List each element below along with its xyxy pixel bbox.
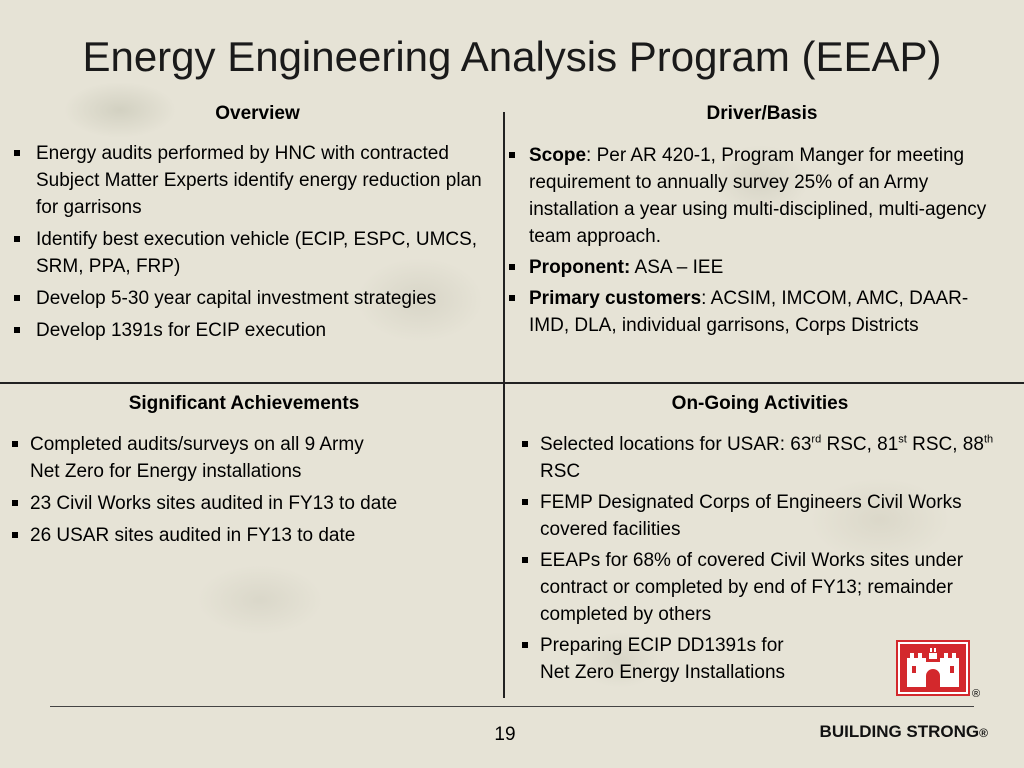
list-item: FEMP Designated Corps of Engineers Civil Works covered facilities xyxy=(520,489,1010,543)
driver-heading: Driver/Basis xyxy=(706,103,818,124)
driver-list xyxy=(508,142,1008,343)
achievement-line2: Net Zero for Energy installations xyxy=(30,461,302,482)
brand-tagline xyxy=(820,722,988,742)
list-item: EEAPs for 68% of covered Civil Works sites under contract or completed by end of FY13; remainder completed by others xyxy=(520,547,1010,628)
scope-label: Scope xyxy=(529,145,587,166)
list-item: Develop 5-30 year capital investment strategies xyxy=(14,285,494,312)
page-number: 19 xyxy=(494,724,516,745)
list-item xyxy=(520,431,1010,485)
list-item: 26 USAR sites audited in FY13 to date xyxy=(10,522,500,549)
brand-text: BUILDING STRONG xyxy=(819,722,980,741)
scope-text: : Per AR 420-1, Program Manger for meeting requirement to annually survey 25% of an Army installation a year using multi-disciplined, multi-agency team approach. xyxy=(529,145,987,247)
brand-registered: ® xyxy=(979,726,988,740)
achievements-heading: Significant Achievements xyxy=(128,393,360,414)
list-item xyxy=(508,142,1008,250)
usar-text: RSC, 81 xyxy=(821,434,899,455)
ecip-line1: Preparing ECIP DD1391s for xyxy=(540,635,784,656)
list-item xyxy=(10,431,500,485)
ongoing-heading: On-Going Activities xyxy=(671,393,849,414)
list-item: 23 Civil Works sites audited in FY13 to date xyxy=(10,490,500,517)
usar-text: RSC xyxy=(540,461,581,482)
sup-st: st xyxy=(898,433,907,446)
usar-text: RSC, 88 xyxy=(906,434,984,455)
customers-text: : ACSIM, IMCOM, AMC, DAAR-IMD, DLA, individual garrisons, Corps Districts xyxy=(529,288,969,336)
usace-castle-logo xyxy=(896,640,970,696)
horizontal-divider xyxy=(0,382,1024,384)
sup-rd: rd xyxy=(811,433,822,446)
usar-text: Selected locations for USAR: 63 xyxy=(540,434,812,455)
ecip-line2: Net Zero Energy Installations xyxy=(540,662,786,683)
sup-th: th xyxy=(983,433,994,446)
footer-rule xyxy=(50,706,974,707)
logo-registered-mark: ® xyxy=(972,688,981,700)
slide-title: Energy Engineering Analysis Program (EEAP) xyxy=(82,33,942,80)
vertical-divider xyxy=(503,112,505,698)
overview-list xyxy=(14,140,494,349)
proponent-label: Proponent: xyxy=(529,257,631,278)
customers-label: Primary customers xyxy=(529,288,702,309)
list-item: Energy audits performed by HNC with contracted Subject Matter Experts identify energy reduction plan for garrisons xyxy=(14,140,494,221)
list-item xyxy=(508,285,1008,339)
overview-heading: Overview xyxy=(215,103,300,124)
proponent-text: ASA – IEE xyxy=(630,257,724,278)
list-item: Develop 1391s for ECIP execution xyxy=(14,317,494,344)
list-item: Identify best execution vehicle (ECIP, ESPC, UMCS, SRM, PPA, FRP) xyxy=(14,226,494,280)
achievements-list xyxy=(10,431,500,554)
list-item xyxy=(508,254,1008,281)
achievement-line1: Completed audits/surveys on all 9 Army xyxy=(30,434,364,455)
